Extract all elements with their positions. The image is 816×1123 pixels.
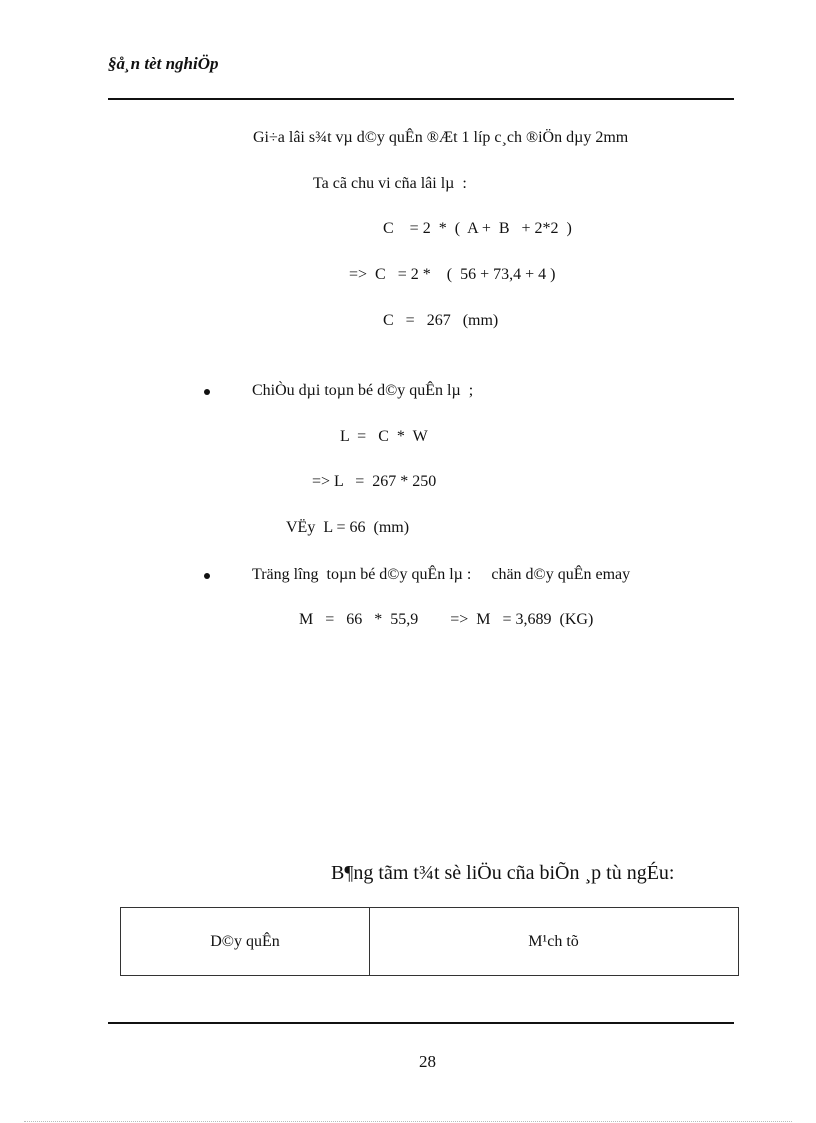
formula-perimeter: C = 2 * ( A + B + 2*2 ) [383,220,572,237]
table-caption: B¶ng tãm t¾t sè liÖu cña biÕn ¸p tù ngÉu: [331,862,675,884]
table-header-winding: D©y quÊn [121,908,370,975]
formula-perimeter-substituted: => C = 2 * ( 56 + 73,4 + 4 ) [349,266,556,283]
page-number: 28 [419,1052,436,1071]
summary-table [120,907,739,976]
page-edge-dotted-line [24,1121,792,1122]
document-header-title: §å¸n tèt nghiÖp [108,54,219,73]
footer-rule [108,1022,734,1024]
formula-length-result: VËy L = 66 (mm) [286,519,410,536]
bullet-total-length: ChiÒu dµi toµn bé d©y quÊn lµ ; [252,382,474,399]
perimeter-intro: Ta cã chu vi cña lâi lµ : [313,175,467,192]
insulation-note: Gi÷a lâi s¾t vµ d©y quÊn ®Æt 1 líp c¸ch ®iÖn dµy 2mm [253,129,629,146]
table-header-core: M¹ch tõ [528,932,579,950]
formula-perimeter-result: C = 267 (mm) [383,312,499,329]
bullet-dot-weight [204,573,210,579]
formula-weight: M = 66 * 55,9 => M = 3,689 (KG) [299,611,594,628]
bullet-dot-length [204,389,210,395]
formula-length-substituted: => L = 267 * 250 [312,473,437,490]
formula-length: L = C * W [340,428,428,445]
header-rule [108,98,734,100]
bullet-total-weight: Träng lîng toµn bé d©y quÊn lµ : chän d©y quÊn emay [252,566,631,583]
